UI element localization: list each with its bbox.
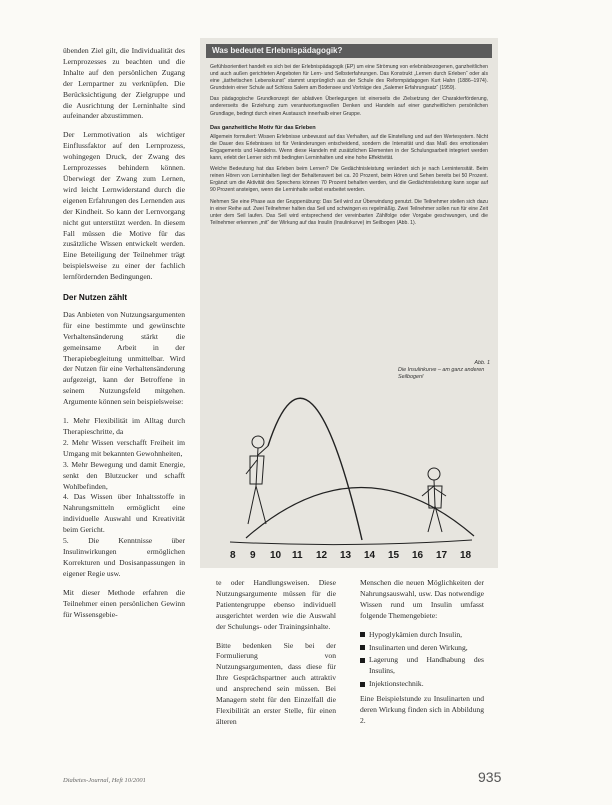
person-left-figure (246, 436, 268, 524)
time-axis-numbers (230, 550, 472, 561)
axis-number: 17 (436, 550, 448, 561)
axis-number: 13 (340, 550, 352, 561)
axis-number: 15 (388, 550, 400, 561)
list-item: 5. Die Kenntnisse über Insulinwirkungen ermöglichen Korrekturen und Dosisanpassungen in eigener Regie usw. (63, 536, 185, 578)
paragraph: Bitte bedenken Sie bei der Formulierung von Nutzungsargumenten, dass diese für Ihre Gesprächspartner auch attraktiv und ansprechend sein müssen. Bei Managern steht für den Einzelfall die Flexibilität an erster Stelle, für einen älteren (216, 640, 336, 726)
box-paragraph: Gefühlsorientiert handelt es sich bei der Erlebnispädagogik (EP) um eine Strömung von erlebnisbezogenen, ganzheitlichen und auch außen gerichteten Angeboten für Lern- und Selbsterfahrungen. Das Konstrukt „Lernen durch Erleben“ oder als eine „ästhetischen Lebenskunst“ stammt ursprünglich aus der Schule des Reformpädagogen Kurt Hahn (1886–1974). Grundstein einer Schule auf Schloss Salem am Bodensee und Vorträge des „Salemer Erfahrungsatz“ (1959). (210, 64, 488, 92)
topic-list (360, 630, 484, 691)
info-box (200, 38, 498, 568)
figure-caption-text: Die Insulinkurve – am ganz anderen Seilbogen! (398, 367, 485, 380)
axis-number: 8 (230, 550, 236, 561)
middle-column (216, 578, 336, 736)
axis-number: 9 (250, 550, 256, 561)
journal-footer: Diabetes-Journal, Heft 10/2001 (63, 777, 146, 784)
bullet-item: Lagerung und Handhabung des Insulins, (360, 655, 484, 677)
paragraph: te oder Handlungsweisen. Diese Nutzungsargumente müssen für die Patientengruppe ebenso individuell ausgerichtet werden wie die Auswahl der Schulungs- oder Trainingsinhalte. (216, 578, 336, 631)
page-number: 935 (478, 769, 502, 785)
argument-list (63, 416, 185, 580)
info-box-body (200, 58, 498, 227)
list-item: 3. Mehr Bewegung und damit Energie, senkt den Blutzucker und schafft Wohlbefinden, (63, 459, 185, 491)
info-box-title: Was bedeutet Erlebnispädagogik? (206, 44, 492, 58)
list-item: 2. Mehr Wissen verschafft Freiheit im Umgang mit bekannten Gewohnheiten, (63, 437, 185, 458)
bullet-item: Insulinarten und deren Wirkung, (360, 643, 484, 654)
box-paragraph: Welche Bedeutung hat das Erleben beim Lernen? Die Gedächtnisleistung verändert sich je nach Lernintensität. Beim reinen Hören von Lerninhalten liegt der Behaltenswert bei ca. 20 Prozent, beim Hören und Sehen bereits bei 50 Prozent. Ergänzt um die Aktivität des Sprechens können 70 Prozent behalten werden, und die Gedächtnisleistung kann sogar auf 90 Prozent ansteigen, wenn die Lerninhalte selbst erarbeitet werden. (210, 166, 488, 194)
axis-number: 11 (292, 550, 303, 561)
left-column (63, 46, 185, 628)
paragraph: Der Lernmotivation als wichtiger Einflussfaktor auf den Lernprozess, wohingegen Druck, der Zwang des Lernprozesses behindern können. Überwiegt der Zwang zum Lernen, wird leicht Lernwiderstand durch die eigenen Erfahrungen des Lernenden aus der Kindheit. So kann der Lernvorgang nicht gut unterstützt werden. In diesem Fall müssen die Motive für das zusätzliche Wissen entwickelt werden. Eine Beteiligung der Teilnehmer trägt beispielsweise zu einer der fachlich lernfördernden Bedingungen. (63, 130, 185, 282)
bullet-item: Hypoglykämien durch Insulin, (360, 630, 484, 641)
list-item: 4. Das Wissen über Inhaltsstoffe in Nahrungsmitteln ermöglicht eine individuelle Auswahl und Kreativität beim Gericht. (63, 492, 185, 535)
rope-arc-high (268, 398, 362, 540)
rope-illustration (210, 356, 492, 561)
bullet-item: Injektionstechnik. (360, 679, 484, 690)
box-subheading: Das ganzheitliche Motiv für das Erleben (210, 124, 316, 131)
paragraph: übenden Ziel gilt, die Individualität des Lernprozesses zu beachten und die Inhalte auf den persönlichen Zugang der Lernpartner zu verknüpfen. Die Berücksichtigung der Zielgruppe und die Ausrichtung der Lerninhalte sind aufeinander abzustimmen. (63, 46, 185, 121)
axis-number: 18 (460, 550, 472, 561)
figure-caption (398, 360, 490, 381)
rope-drawing (210, 356, 492, 561)
paragraph: Das Anbieten von Nutzungsargumenten für eine bestimmte und gewünschte Verhaltensänderung stärkt die gemeinsame Arbeit in der Therapiebegleitung unmittelbar. Wird der Nutzen für eine Verhaltensänderung aufgezeigt, kann der Betroffene in seinem Nutzungsfeld mitgehen. Argumente können sein beispielsweise: (63, 309, 185, 407)
paragraph: Mit dieser Methode erfahren die Teilnehmer einen persönlichen Gewinn für Wissensgebie- (63, 587, 185, 619)
axis-number: 12 (316, 550, 328, 561)
paragraph: Menschen die neuen Möglichkeiten der Nahrungsauswahl, usw. Das notwendige Wissen rund um Insulin umfasst folgende Themengebiete: (360, 578, 484, 620)
axis-number: 14 (364, 550, 376, 561)
figure-label: Abb. 1 (474, 360, 490, 366)
section-heading: Der Nutzen zählt (63, 293, 128, 303)
axis-number: 10 (270, 550, 282, 561)
right-column (360, 578, 484, 735)
person-right-figure (422, 468, 446, 532)
box-paragraph: Nehmen Sie eine Phase aus der Gruppenübung: Das Seil wird zur Überwindung genutzt. Die Teilnehmer stellen sich dazu in einer Reihe auf. Zwei Teilnehmer halten das Seil und schwingen es regelmäßig. Zwei Teilnehmer sollen nun für eine Zeit unter dem Seil laufen. Das Seil wird entsprechend der vereinbarten Zählfolge oder Vorgabe geschwungen, und die Teilnehmer erkennen „mit“ der Wirkung auf das Insulin (Insulinkurve) im Seilbogen (Abb. 1). (210, 198, 488, 226)
axis-number: 16 (412, 550, 424, 561)
list-item: 1. Mehr Flexibilität im Alltag durch Therapieschritte, da (63, 416, 185, 436)
paragraph: Eine Beispielstunde zu Insulinarten und deren Wirkung finden sich in Abbildung 2. (360, 694, 484, 725)
box-paragraph: Das pädagogische Grundkonzept der ablativen Überlegungen ist einerseits die Zielsetzung der Charakterförderung, andererseits die Erziehung zum verantwortungsvollen Denken und Handeln auf einer ganzheitlichen persönlichen Grundlage, bedingt durch einen Austausch innerhalb einer Gruppe. (210, 96, 488, 117)
box-paragraph: Allgemein formuliert: Wissen Erlebnisse unbewusst auf das Verhalten, auf die Einstellung und auf den Wertesystem. Nicht die Dauer des Erlebnisses ist für Veränderungen entscheidend, sondern die Intensität und das Maß des emotionalen Engagements und Handelns. Wenn diese Handeln mit zusätzlichen Elementen in der Schulungsarbeit integriert werden kann, erlebt der Lerner sich mit bedingten Lerninhalten und eine hohe Effektivität. (210, 133, 488, 162)
floor-line (230, 540, 472, 545)
